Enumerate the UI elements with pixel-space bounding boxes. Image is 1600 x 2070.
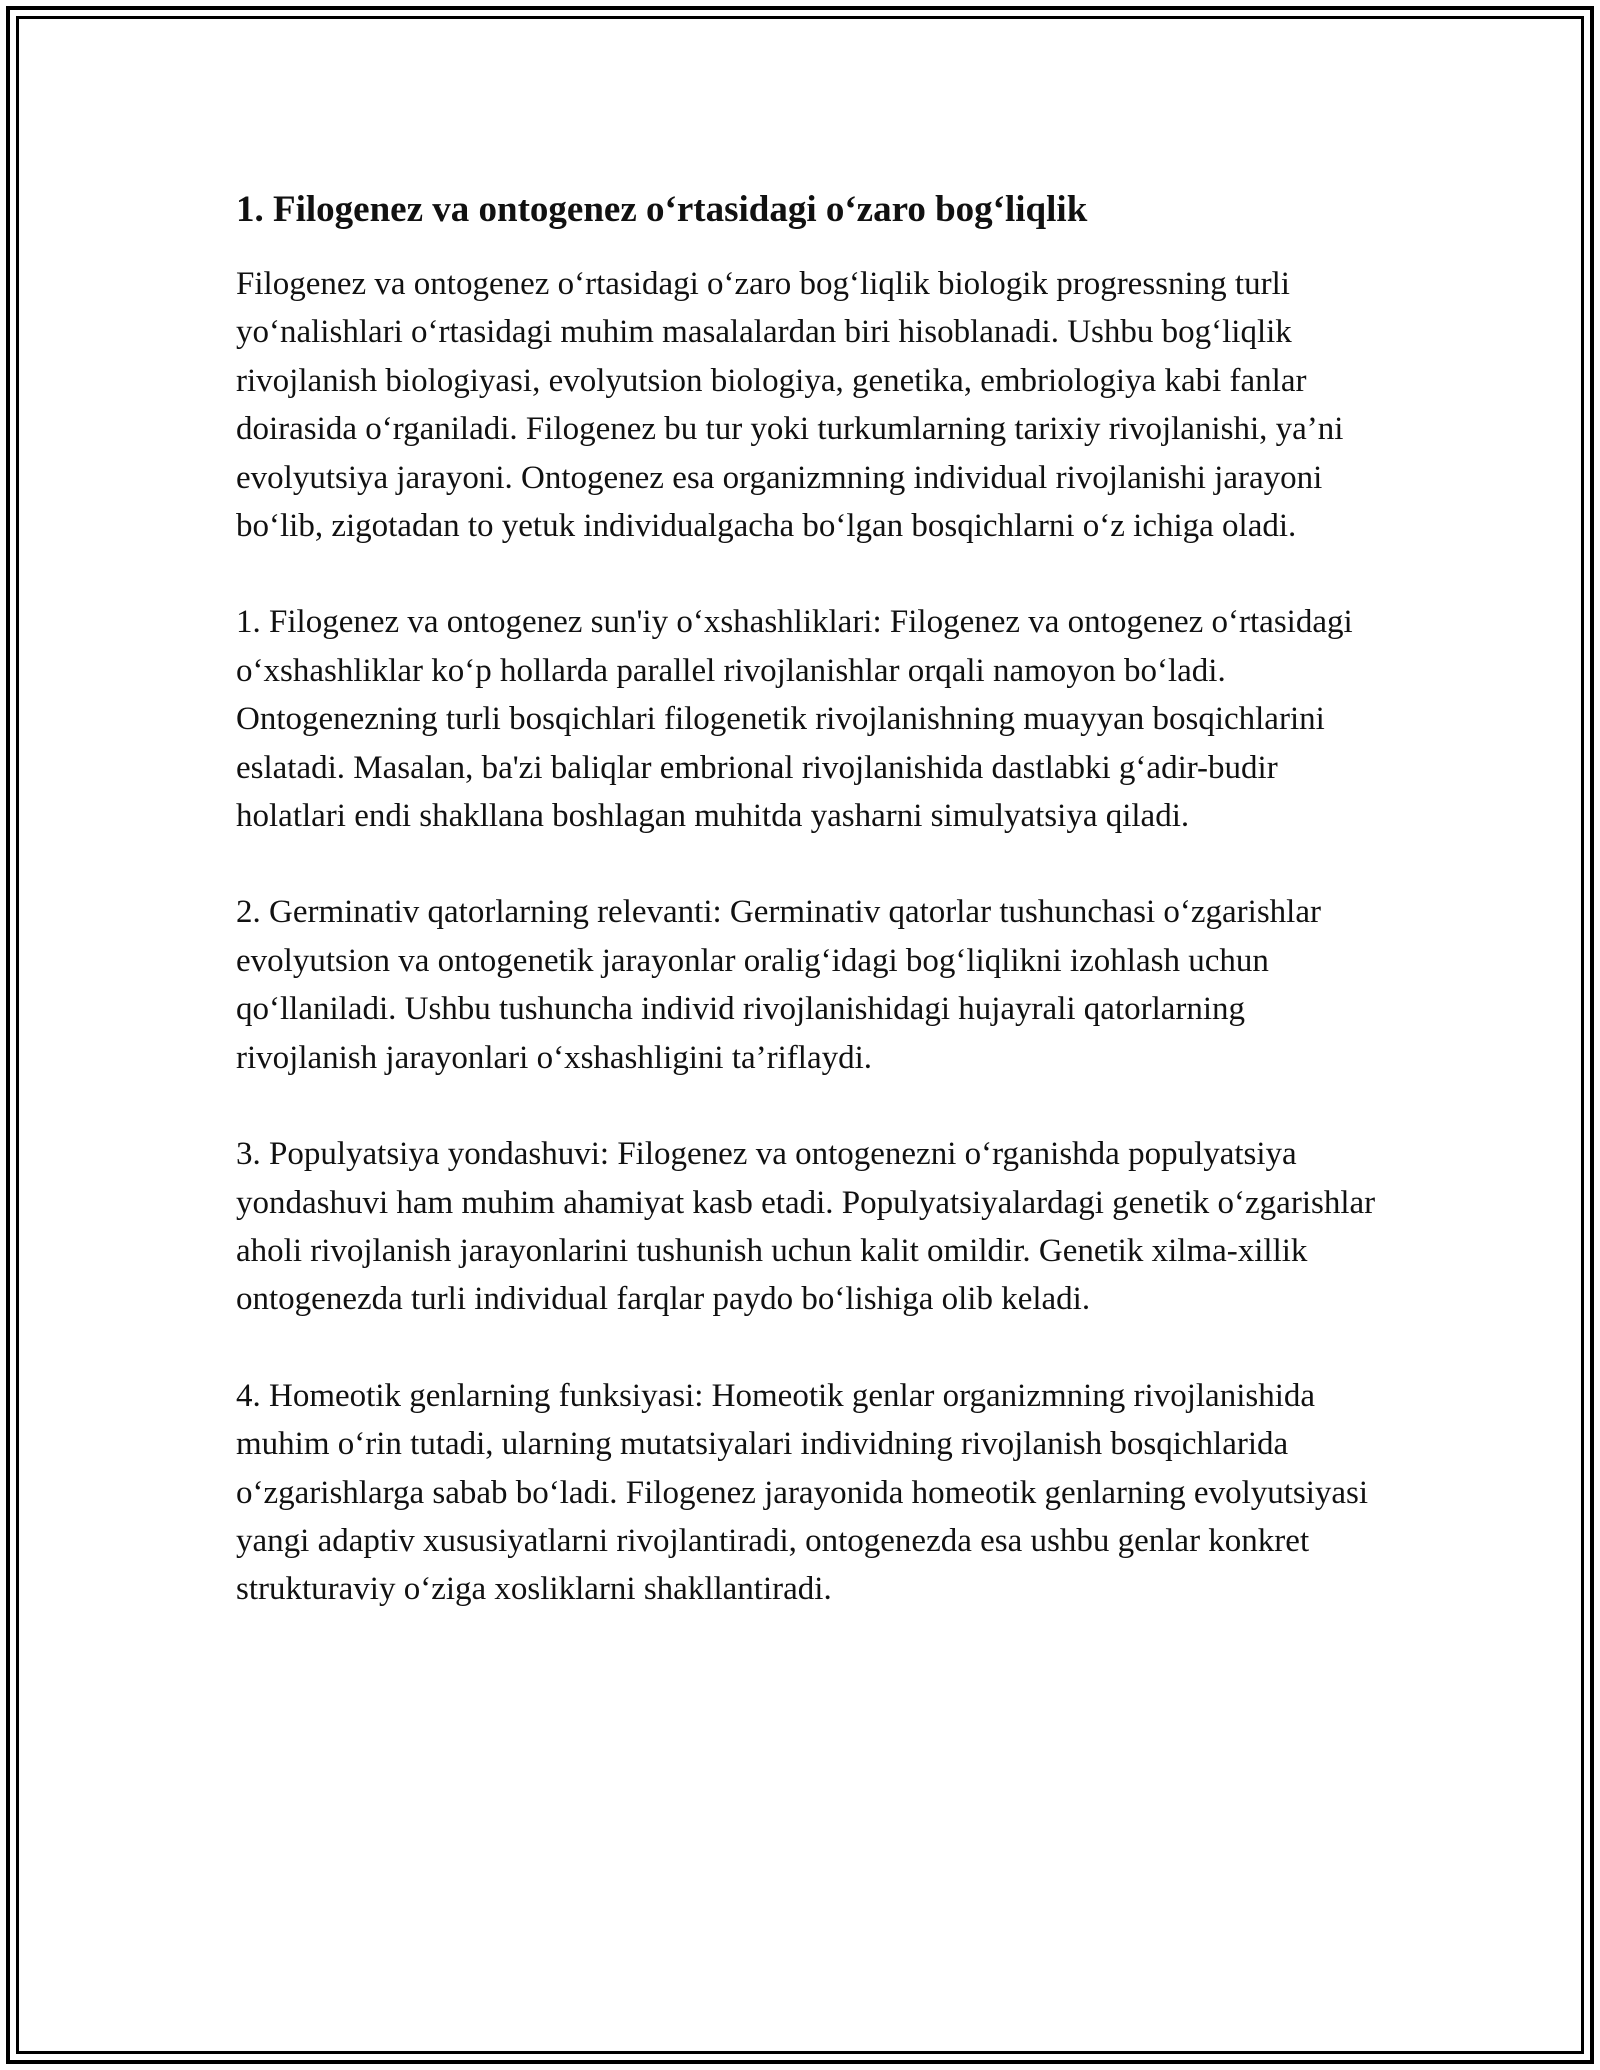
- paragraph-population-approach: 3. Populyatsiya yondashuvi: Filogenez va ontogenezni o‘rganishda populyatsiya yondashuvi ham muhim ahamiyat kasb etadi. Populyatsiyalardagi genetik o‘zgarishlar aholi rivojlanish jarayonlarini tushunish uchun kalit omildir. Genetik xilma-xillik ontogenezda turli individual farqlar paydo bo‘lishiga olib keladi.: [236, 1136, 1376, 1318]
- document-title: 1. Filogenez va ontogenez o‘rtasidagi o‘zaro bog‘liqlik: [236, 189, 1088, 230]
- paragraph-homeotic-genes: 4. Homeotik genlarning funksiyasi: Homeotik genlar organizmning rivojlanishida muhim o‘rin tutadi, ularning mutatsiyalari individning rivojlanish bosqichlarida o‘zgarishlarga sabab bo‘ladi. Filogenez jarayonida homeotik genlarning evolyutsiyasi yangi adaptiv xususiyatlarni rivojlantiradi, ontogenezda esa ushbu genlar konkret strukturaviy o‘ziga xosliklarni shakllantiradi.: [236, 1377, 1369, 1608]
- paragraph-germinative-rows: 2. Germinativ qatorlarning relevanti: Germinativ qatorlar tushunchasi o‘zgarishlar evolyutsion va ontogenetik jarayonlar oralig‘idagi bog‘liqlikni izohlash uchun qo‘llaniladi. Ushbu tushuncha individ rivojlanishidagi hujayrali qatorlarning rivojlanish jarayonlari o‘xshashligini ta’riflaydi.: [236, 894, 1321, 1076]
- intro-paragraph: Filogenez va ontogenez o‘rtasidagi o‘zaro bog‘liqlik biologik progressning turli yo‘nalishlari o‘rtasidagi muhim masalalardan biri hisoblanadi. Ushbu bog‘liqlik rivojlanish biologiyasi, evolyutsion biologiya, genetika, embriologiya kabi fanlar doirasida o‘rganiladi. Filogenez bu tur yoki turkumlarning tarixiy rivojlanishi, ya’ni evolyutsiya jarayoni. Ontogenez esa organizmning individual rivojlanishi jarayoni bo‘lib, zigotadan to yetuk individualgacha bo‘lgan bosqichlarni o‘z ichiga oladi.: [236, 266, 1344, 545]
- document-body: [236, 186, 1386, 1662]
- paragraph-similarities: 1. Filogenez va ontogenez sun'iy o‘xshashliklari: Filogenez va ontogenez o‘rtasidagi o‘xshashliklar ko‘p hollarda parallel rivojlanishlar orqali namoyon bo‘ladi. Ontogenezning turli bosqichlari filogenetik rivojlanishning muayyan bosqichlarini eslatadi. Masalan, ba'zi baliqlar embrional rivojlanishida dastlabki g‘adir-budir holatlari endi shakllana boshlagan muhitda yasharni simulyatsiya qiladi.: [236, 604, 1353, 835]
